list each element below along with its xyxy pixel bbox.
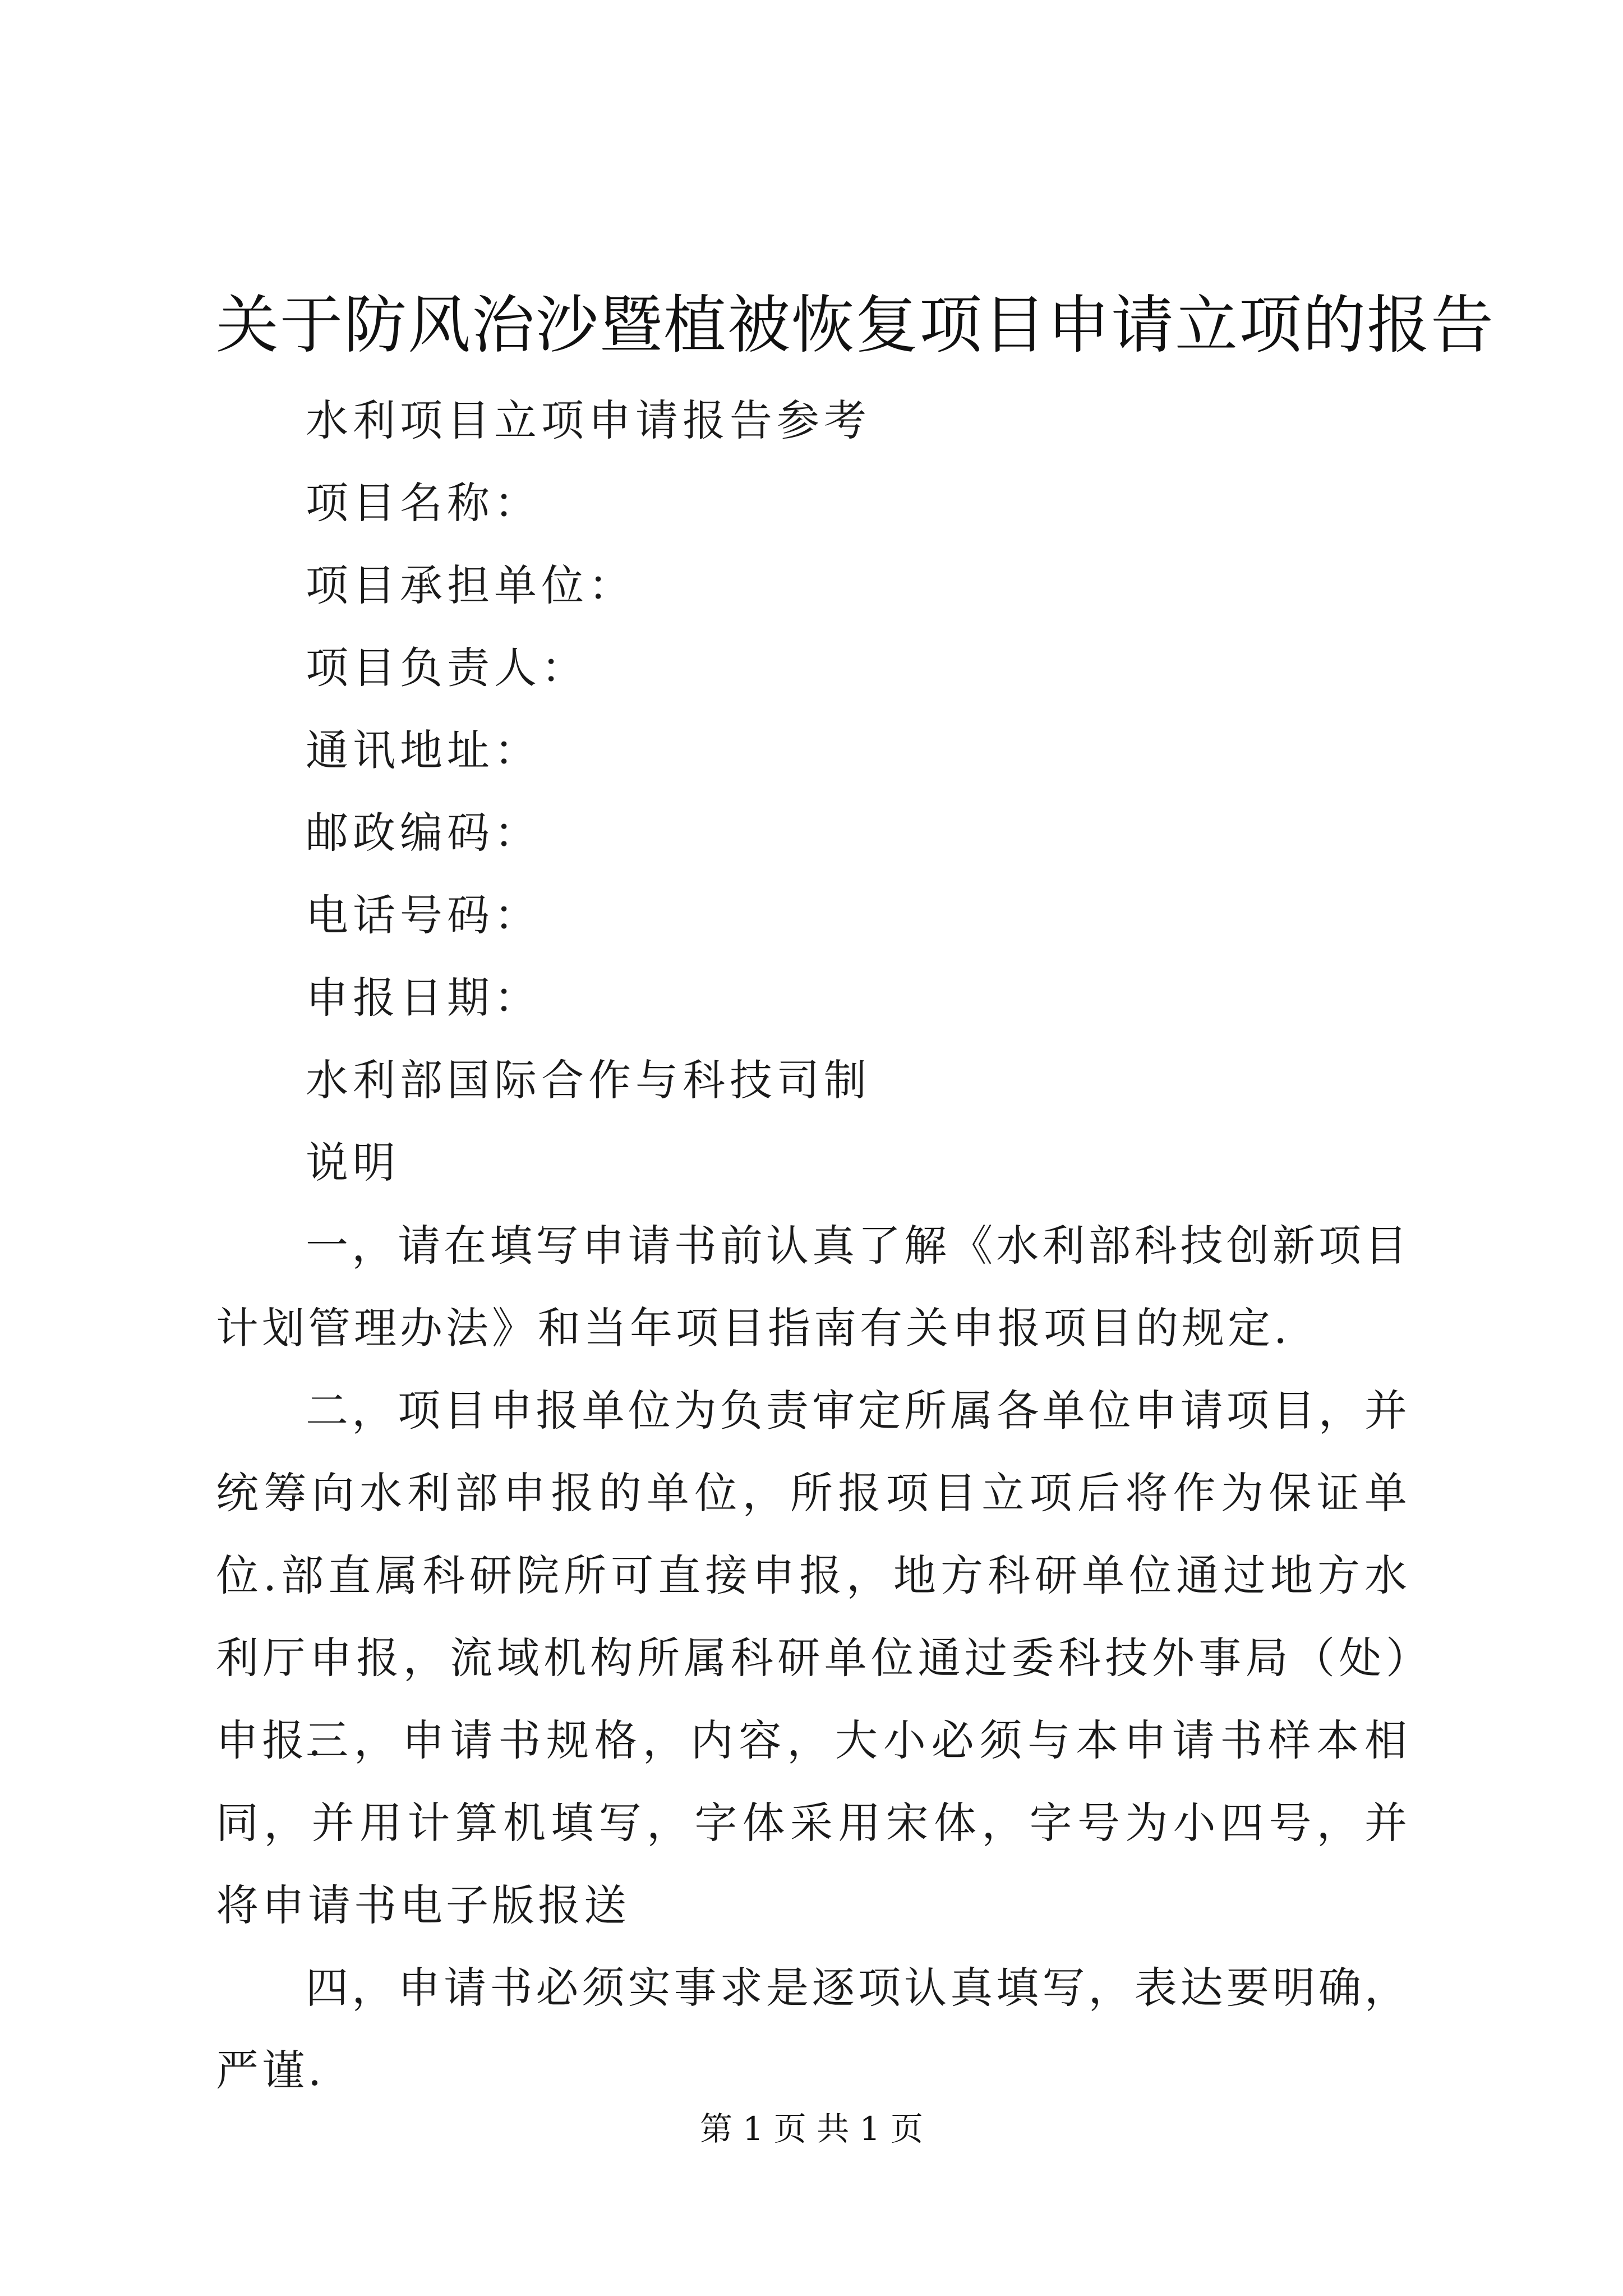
note-paragraph-2: 二，项目申报单位为负责审定所属各单位申请项目，并统筹向水利部申报的单位，所报项目立项后将作为保证单位.部直属科研院所可直接申报，地方科研单位通过地方水利厅申报，流域机构所属科研单位通过委科技外事局（处）申报. <box>216 1386 1410 1765</box>
document-title: 关于防风治沙暨植被恢复项目申请立项的报告 <box>216 289 1495 362</box>
note-paragraph-1: 一，请在填写申请书前认真了解《水利部科技创新项目计划管理办法》和当年项目指南有关申报项目的规定. <box>216 1221 1410 1353</box>
field-postal-code: 邮政编码： <box>306 808 541 858</box>
page-footer: 第 1 页 共 1 页 <box>700 2110 923 2148</box>
note-paragraph-3: 三，申请书规格，内容，大小必须与本申请书样本相同，并用计算机填写，字体采用宋体，字号为小四号，并将申请书电子版报送 <box>216 1715 1410 1930</box>
field-undertaking-unit: 项目承担单位： <box>306 560 635 610</box>
notes-heading: 说明 <box>306 1138 400 1188</box>
field-address: 通讯地址： <box>306 725 541 775</box>
issuer-line: 水利部国际合作与科技司制 <box>306 1055 871 1105</box>
note-paragraph-4: 四，申请书必须实事求是逐项认真填写，表达要明确，严谨. <box>216 1963 1410 2095</box>
field-project-leader: 项目负责人： <box>306 643 588 693</box>
field-date: 申报日期： <box>306 973 541 1023</box>
subtitle-line: 水利项目立项申请报告参考 <box>306 395 871 445</box>
field-project-name: 项目名称： <box>306 478 541 528</box>
field-phone: 电话号码： <box>306 890 541 940</box>
